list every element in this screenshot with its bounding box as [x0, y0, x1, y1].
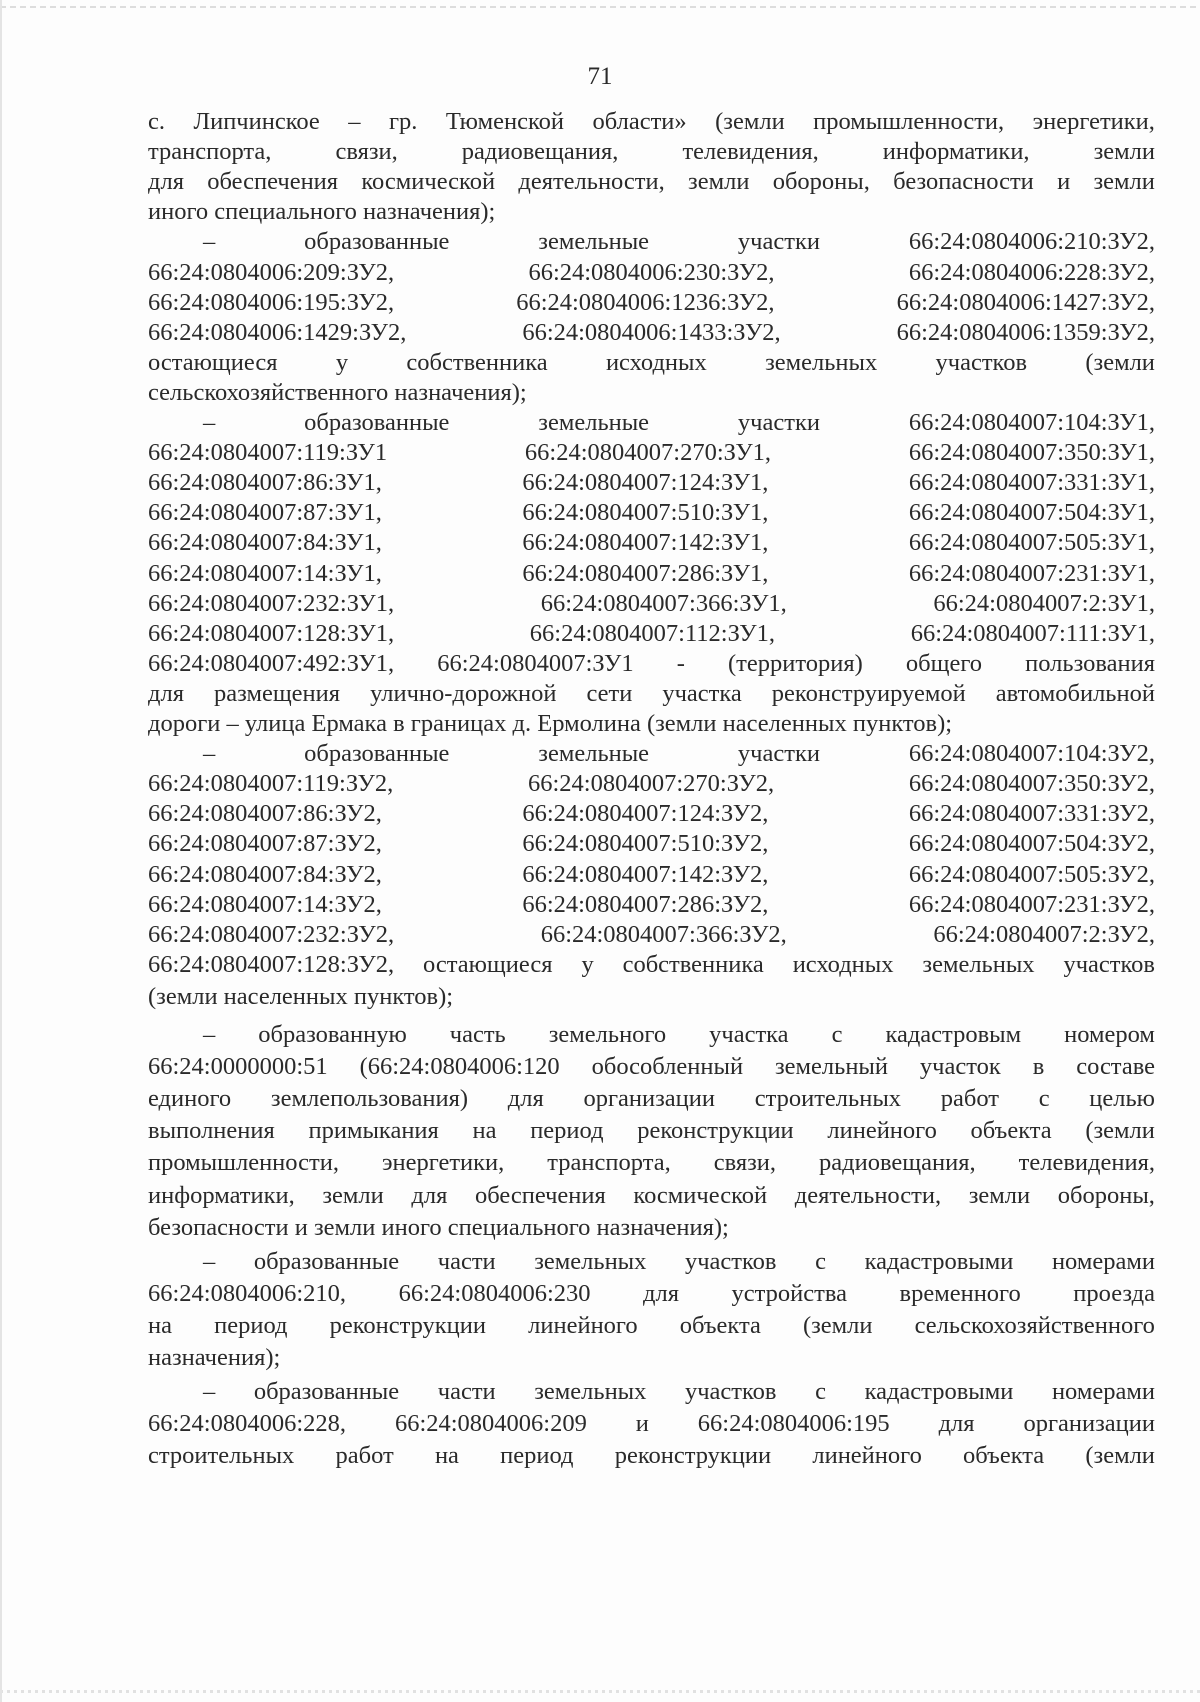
line-word: 66:24:0804007:124:ЗУ2, [522, 800, 769, 828]
line-word: 66:24:0804007:366:ЗУ2, [540, 920, 787, 948]
line-word: у [335, 348, 349, 376]
line-word: 66:24:0804007:119:ЗУ1 [148, 439, 388, 467]
line-word: образованные [304, 228, 450, 256]
line-word: 66:24:0804007:119:ЗУ2, [148, 770, 394, 798]
line-word: 66:24:0804007:505:ЗУ2, [908, 860, 1155, 888]
page-number: 71 [587, 63, 613, 90]
line-word: участки [737, 409, 820, 436]
text-line: назначения); [148, 1344, 281, 1371]
line-word: устройства [731, 1279, 847, 1307]
line-word: линейного [528, 1311, 638, 1339]
line-word: связи, [335, 138, 398, 166]
line-word: размещения [213, 679, 341, 707]
line-word: с. [148, 108, 165, 135]
line-word: образованные [253, 1247, 400, 1275]
text-line [148, 166, 1155, 198]
line-word: для [643, 1279, 679, 1307]
line-word: организации [583, 1085, 716, 1113]
line-word: 66:24:0804007:142:ЗУ1, [522, 529, 769, 557]
line-word: 66:24:0000000:51 [148, 1053, 328, 1081]
line-word: 66:24:0804006:1359:ЗУ2, [896, 318, 1155, 346]
line-word: 66:24:0804007:104:ЗУ1, [908, 409, 1155, 436]
line-word: временного [899, 1279, 1021, 1307]
line-word: 66:24:0804007:87:ЗУ1, [148, 499, 382, 527]
line-word: области» [592, 108, 687, 135]
line-word: информатики, [882, 138, 1030, 166]
line-word: – [203, 1378, 216, 1406]
text-line [148, 136, 1155, 168]
line-word: кадастровыми [864, 1378, 1014, 1406]
line-word: земельные [538, 228, 650, 256]
line-word: объекта [679, 1311, 761, 1339]
line-word: 66:24:0804007:232:ЗУ1, [148, 589, 395, 617]
line-word: деятельности, [794, 1181, 942, 1209]
text-line [148, 1147, 1155, 1179]
line-word: 66:24:0804006:230:ЗУ2, [528, 258, 775, 286]
line-word: и [635, 1410, 649, 1438]
line-word: обеспечения [474, 1181, 606, 1209]
line-word: реконструкции [329, 1311, 487, 1339]
text-line [148, 497, 1155, 529]
line-word: работ [940, 1085, 999, 1113]
line-word: кадастровым [885, 1021, 1022, 1048]
line-word: 66:24:0804006:230 [398, 1279, 591, 1307]
line-word: – [203, 1247, 216, 1275]
line-word: номерами [1051, 1378, 1155, 1406]
line-word: 66:24:0804006:228, [148, 1410, 347, 1438]
line-word: 66:24:0804007:350:ЗУ2, [908, 770, 1155, 798]
line-word: энергетики, [381, 1149, 505, 1177]
line-word: земли [688, 168, 750, 196]
line-word: улично-дорожной [370, 679, 557, 707]
line-word: для [938, 1410, 975, 1438]
line-word: сельскохозяйственного [914, 1311, 1155, 1339]
line-word: 66:24:0804007:366:ЗУ1, [540, 589, 787, 617]
line-word: – [203, 1021, 216, 1048]
line-word: исходных [605, 348, 707, 376]
text-line [148, 1408, 1155, 1440]
line-word: космической [633, 1181, 768, 1209]
line-word: с [815, 1378, 826, 1406]
line-word: номером [1064, 1021, 1155, 1048]
line-word: телевидения, [682, 138, 819, 166]
line-word: землепользования) [270, 1085, 469, 1113]
line-word: 66:24:0804007:331:ЗУ1, [908, 469, 1155, 497]
text-line [148, 1115, 1155, 1147]
line-word: 66:24:0804006:1236:ЗУ2, [516, 288, 775, 316]
line-word: (земли [802, 1311, 873, 1339]
line-word: 66:24:0804007:286:ЗУ2, [522, 890, 769, 918]
text-line [148, 768, 1155, 800]
text-line [148, 859, 1155, 891]
line-word: с [1038, 1085, 1050, 1113]
text-line [148, 106, 1155, 138]
line-word: 66:24:0804007:111:ЗУ1, [910, 619, 1155, 647]
text-line [148, 287, 1155, 319]
line-word: 66:24:0804007:86:ЗУ1, [148, 469, 382, 497]
line-word: земельных [765, 348, 878, 376]
line-word: собственника [406, 348, 548, 376]
line-word: собственника [622, 950, 764, 978]
line-word: 66:24:0804007:104:ЗУ2, [908, 740, 1155, 768]
line-word: для [148, 168, 184, 196]
text-line [148, 949, 1155, 981]
line-word: участка [662, 679, 742, 707]
line-word: у [581, 950, 594, 978]
line-word: линейного [827, 1117, 937, 1145]
line-word: в [1032, 1053, 1045, 1081]
line-word: радиовещания, [461, 138, 619, 166]
text-line [148, 738, 1155, 770]
line-word: линейного [812, 1442, 922, 1470]
text-line [148, 347, 1155, 379]
line-word: 66:24:0804006:195 [697, 1410, 890, 1438]
line-word: земельных [534, 1378, 647, 1406]
line-word: (земли [715, 108, 785, 135]
text-line [148, 1083, 1155, 1115]
line-word: (земли [1085, 1117, 1155, 1145]
text-line [148, 226, 1155, 258]
line-word: 66:24:0804007:350:ЗУ1, [908, 439, 1155, 467]
line-word: земельный [774, 1053, 888, 1081]
line-word: 66:24:0804007:2:ЗУ2, [933, 920, 1155, 948]
text-line [148, 798, 1155, 830]
line-word: номерами [1051, 1247, 1155, 1275]
line-word: – [203, 409, 216, 436]
text-line [148, 317, 1155, 349]
line-word: целью [1089, 1085, 1155, 1113]
line-word: остающиеся [148, 348, 278, 376]
text-line [148, 1180, 1155, 1212]
line-word: часть [449, 1021, 506, 1048]
line-word: 66:24:0804007:510:ЗУ1, [522, 499, 769, 527]
text-line: дороги – улица Ермака в границах д. Ермолина (земли населенных пунктов); [148, 710, 953, 737]
line-word: образованные [304, 409, 450, 436]
line-word: 66:24:0804007:84:ЗУ2, [148, 860, 382, 888]
text-line: безопасности и земли иного специального назначения); [148, 1213, 729, 1241]
line-word: земельного [548, 1021, 667, 1048]
line-word: на [148, 1311, 172, 1339]
text-line: сельскохозяйственного назначения); [148, 378, 527, 406]
text-line [148, 407, 1155, 439]
line-word: единого [148, 1085, 232, 1113]
line-word: на [472, 1117, 497, 1145]
line-word: космической [361, 168, 496, 196]
text-line [148, 618, 1155, 650]
line-word: 66:24:0804007:492:ЗУ1, [148, 649, 395, 677]
line-word: с [815, 1247, 826, 1275]
line-word: – [203, 740, 216, 768]
line-word: 66:24:0804007:128:ЗУ2, [148, 950, 395, 978]
line-word: реконструируемой [771, 679, 966, 707]
line-word: 66:24:0804007:14:ЗУ2, [148, 890, 382, 918]
line-word: 66:24:0804007:87:ЗУ2, [148, 830, 382, 858]
line-word: участки [737, 740, 820, 768]
line-word: организации [1023, 1410, 1155, 1438]
line-word: промышленности, [148, 1149, 339, 1177]
text-line [148, 558, 1155, 590]
line-word: части [437, 1378, 496, 1406]
line-word: 66:24:0804006:195:ЗУ2, [148, 288, 395, 316]
line-word: (земли [1085, 1442, 1155, 1470]
line-word: гр. [389, 108, 418, 135]
line-word: пользования [1025, 649, 1155, 677]
text-line [148, 588, 1155, 620]
text-line [148, 648, 1155, 680]
line-word: – [203, 228, 216, 256]
text-line [148, 467, 1155, 499]
line-word: части [437, 1247, 496, 1275]
text-line [148, 257, 1155, 289]
line-word: (земли [1085, 348, 1155, 376]
line-word: 66:24:0804006:1433:ЗУ2, [522, 318, 781, 346]
line-word: связи, [713, 1149, 777, 1177]
line-word: остающиеся [423, 950, 553, 978]
line-word: 66:24:0804007:504:ЗУ1, [908, 499, 1155, 527]
line-word: обороны, [1057, 1181, 1155, 1209]
line-word: с [831, 1021, 843, 1048]
line-word: 66:24:0804007:14:ЗУ1, [148, 559, 382, 587]
line-word: земельные [538, 740, 650, 768]
text-line [148, 889, 1155, 921]
line-word: энергетики, [1032, 108, 1155, 135]
line-word: автомобильной [995, 679, 1155, 707]
line-word: 66:24:0804007:232:ЗУ2, [148, 920, 395, 948]
line-word: составе [1076, 1053, 1155, 1081]
line-word: земельных [922, 950, 1035, 978]
line-word: исходных [792, 950, 894, 978]
line-word: участков [684, 1247, 777, 1275]
line-word: телевидения, [1018, 1149, 1155, 1177]
line-word: радиовещания, [819, 1149, 976, 1177]
line-word: участка [709, 1021, 789, 1048]
line-word: 66:24:0804006:1427:ЗУ2, [896, 288, 1155, 316]
line-word: деятельности, [518, 168, 665, 196]
line-word: обеспечения [207, 168, 339, 196]
line-word: объекта [963, 1442, 1045, 1470]
line-word: обособленный [591, 1053, 744, 1081]
text-line [148, 437, 1155, 469]
line-word: общего [905, 649, 983, 677]
line-word: на [434, 1442, 459, 1470]
text-line [148, 527, 1155, 559]
line-word: (территория) [728, 649, 863, 677]
text-line [148, 1246, 1155, 1278]
scan-edge-top [0, 6, 1200, 8]
line-word: участков [684, 1378, 777, 1406]
text-line [148, 1310, 1155, 1342]
line-word: промышленности, [813, 108, 1005, 135]
line-word: 66:24:0804007:270:ЗУ1, [524, 439, 772, 467]
line-word: образованные [253, 1378, 400, 1406]
line-word: для [507, 1085, 544, 1113]
line-word: 66:24:0804007:510:ЗУ2, [522, 830, 769, 858]
text-line [148, 1440, 1155, 1472]
line-word: кадастровыми [864, 1247, 1014, 1275]
line-word: объекта [970, 1117, 1052, 1145]
line-word: участок [919, 1053, 1001, 1081]
line-word: 66:24:0804006:228:ЗУ2, [908, 258, 1155, 286]
line-word: 66:24:0804007:286:ЗУ1, [522, 559, 769, 587]
line-word: 66:24:0804006:209:ЗУ2, [148, 258, 395, 286]
line-word: 66:24:0804007:128:ЗУ1, [148, 619, 395, 647]
text-line [148, 919, 1155, 951]
line-word: примыкания [308, 1117, 439, 1145]
line-word: 66:24:0804007:505:ЗУ1, [908, 529, 1155, 557]
text-line: (земли населенных пунктов); [148, 982, 454, 1010]
line-word: земельные [538, 409, 650, 436]
line-word: 66:24:0804007:124:ЗУ1, [522, 469, 769, 497]
line-word: Тюменской [445, 108, 565, 135]
line-word: земли [968, 1181, 1031, 1209]
text-line: иного специального назначения); [148, 198, 496, 226]
line-word: участки [737, 228, 820, 256]
scan-edge-bottom [0, 1690, 1200, 1693]
line-word: реконструкции [637, 1117, 794, 1145]
line-word: безопасности [893, 168, 1034, 196]
line-word: (66:24:0804006:120 [359, 1053, 560, 1081]
line-word: обороны, [772, 168, 870, 196]
line-word: строительных [754, 1085, 902, 1113]
line-word: работ [335, 1442, 394, 1470]
line-word: 66:24:0804007:ЗУ1 [437, 649, 634, 677]
text-line [148, 1278, 1155, 1310]
line-word: 66:24:0804007:504:ЗУ2, [908, 830, 1155, 858]
line-word: участков [1063, 950, 1155, 978]
line-word: транспорта, [148, 138, 272, 166]
line-word: реконструкции [614, 1442, 772, 1470]
line-word: – [348, 108, 361, 135]
line-word: земли [322, 1181, 384, 1209]
line-word: земли [1093, 138, 1155, 166]
line-word: 66:24:0804007:231:ЗУ2, [908, 890, 1155, 918]
line-word: сети [586, 679, 633, 707]
line-word: 66:24:0804007:84:ЗУ1, [148, 529, 382, 557]
line-word: 66:24:0804006:1429:ЗУ2, [148, 318, 407, 346]
text-line [148, 1019, 1155, 1051]
line-word: земли [1093, 168, 1155, 196]
text-line [148, 1051, 1155, 1083]
line-word: образованную [258, 1021, 407, 1048]
line-word: 66:24:0804006:210, [148, 1279, 347, 1307]
line-word: 66:24:0804007:2:ЗУ1, [933, 589, 1155, 617]
line-word: транспорта, [547, 1149, 671, 1177]
line-word: информатики, [148, 1181, 295, 1209]
line-word: период [214, 1311, 288, 1339]
line-word: - [676, 649, 685, 677]
line-word: период [500, 1442, 574, 1470]
line-word: выполнения [148, 1117, 275, 1145]
line-word: для [411, 1181, 448, 1209]
line-word: 66:24:0804007:331:ЗУ2, [908, 800, 1155, 828]
text-line [148, 1376, 1155, 1408]
line-word: 66:24:0804007:86:ЗУ2, [148, 800, 382, 828]
line-word: 66:24:0804007:270:ЗУ2, [527, 770, 775, 798]
line-word: 66:24:0804006:209 [394, 1410, 587, 1438]
line-word: проезда [1073, 1279, 1155, 1307]
line-word: образованные [304, 740, 450, 768]
line-word: земельных [534, 1247, 647, 1275]
line-word: 66:24:0804007:142:ЗУ2, [522, 860, 769, 888]
scan-edge-left [0, 0, 2, 1702]
line-word: 66:24:0804006:210:ЗУ2, [908, 228, 1155, 256]
text-line [148, 828, 1155, 860]
line-word: и [1057, 168, 1071, 196]
line-word: строительных [148, 1442, 295, 1470]
line-word: для [148, 679, 184, 707]
line-word: 66:24:0804007:112:ЗУ1, [529, 619, 776, 647]
line-word: Липчинское [193, 108, 320, 135]
line-word: участков [935, 348, 1028, 376]
text-line [148, 678, 1155, 710]
line-word: период [530, 1117, 604, 1145]
line-word: 66:24:0804007:231:ЗУ1, [908, 559, 1155, 587]
